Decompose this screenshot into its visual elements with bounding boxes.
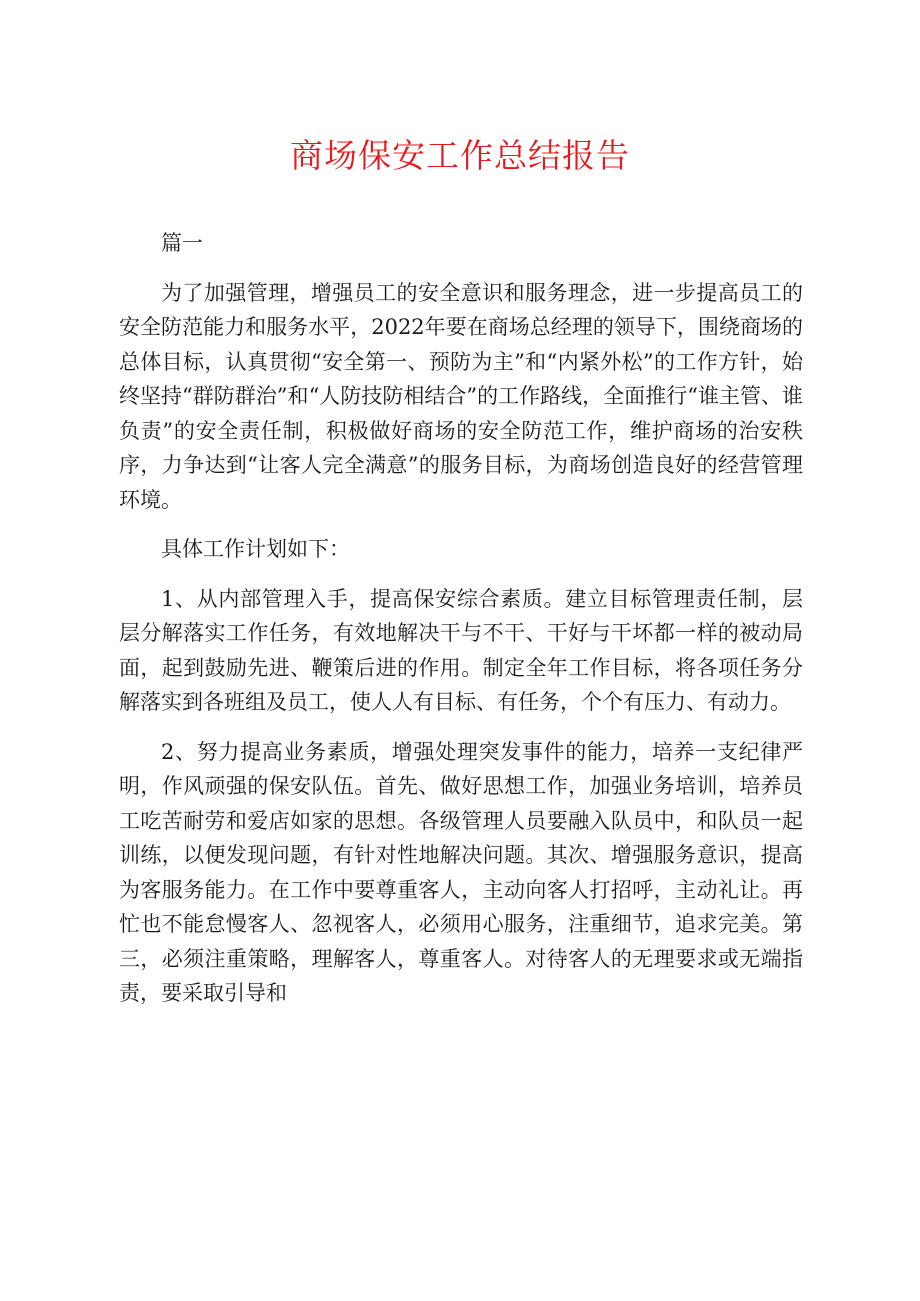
section-heading: 篇一 <box>161 231 203 255</box>
plan-item-2: 2、努力提高业务素质，增强处理突发事件的能力，培养一支纪律严明，作风顽强的保安队伍。首先、做好思想工作，加强业务培训，培养员工吃苦耐劳和爱店如家的思想。各级管理人员要融入队员中，和队员一起训练，以便发现问题，有针对性地解决问题。其次、增强服务意识，提高为客服务能力。在工作中要尊重客人，主动向客人打招呼，主动礼让。再忙也不能怠慢客人、忽视客人，必须用心服务，注重细节，追求完美。第三，必须注重策略，理解客人，尊重客人。对待客人的无理要求或无端指责，要采取引导和 <box>119 739 803 1005</box>
intro-paragraph: 为了加强管理，增强员工的安全意识和服务理念，进一步提高员工的安全防范能力和服务水平，2022年要在商场总经理的领导下，围绕商场的总体目标，认真贯彻“安全第一、预防为主”和“内紧外松”的工作方针，始终坚持“群防群治”和“人防技防相结合”的工作路线，全面推行“谁主管、谁负责”的安全责任制，积极做好商场的安全防范工作，维护商场的治安秩序，力争达到“让客人完全满意”的服务目标，为商场创造良好的经营管理环境。 <box>119 280 803 512</box>
document-body <box>119 226 803 1026</box>
plan-heading: 具体工作计划如下： <box>161 537 350 561</box>
plan-item-1: 1、从内部管理入手，提高保安综合素质。建立目标管理责任制，层层分解落实工作任务，有效地解决干与不干、干好与干坏都一样的被动局面，起到鼓励先进、鞭策后进的作用。制定全年工作目标，将各项任务分解落实到各班组及员工，使人人有目标、有任务，个个有压力、有动力。 <box>119 586 803 714</box>
document-title: 商场保安工作总结报告 <box>290 136 630 175</box>
